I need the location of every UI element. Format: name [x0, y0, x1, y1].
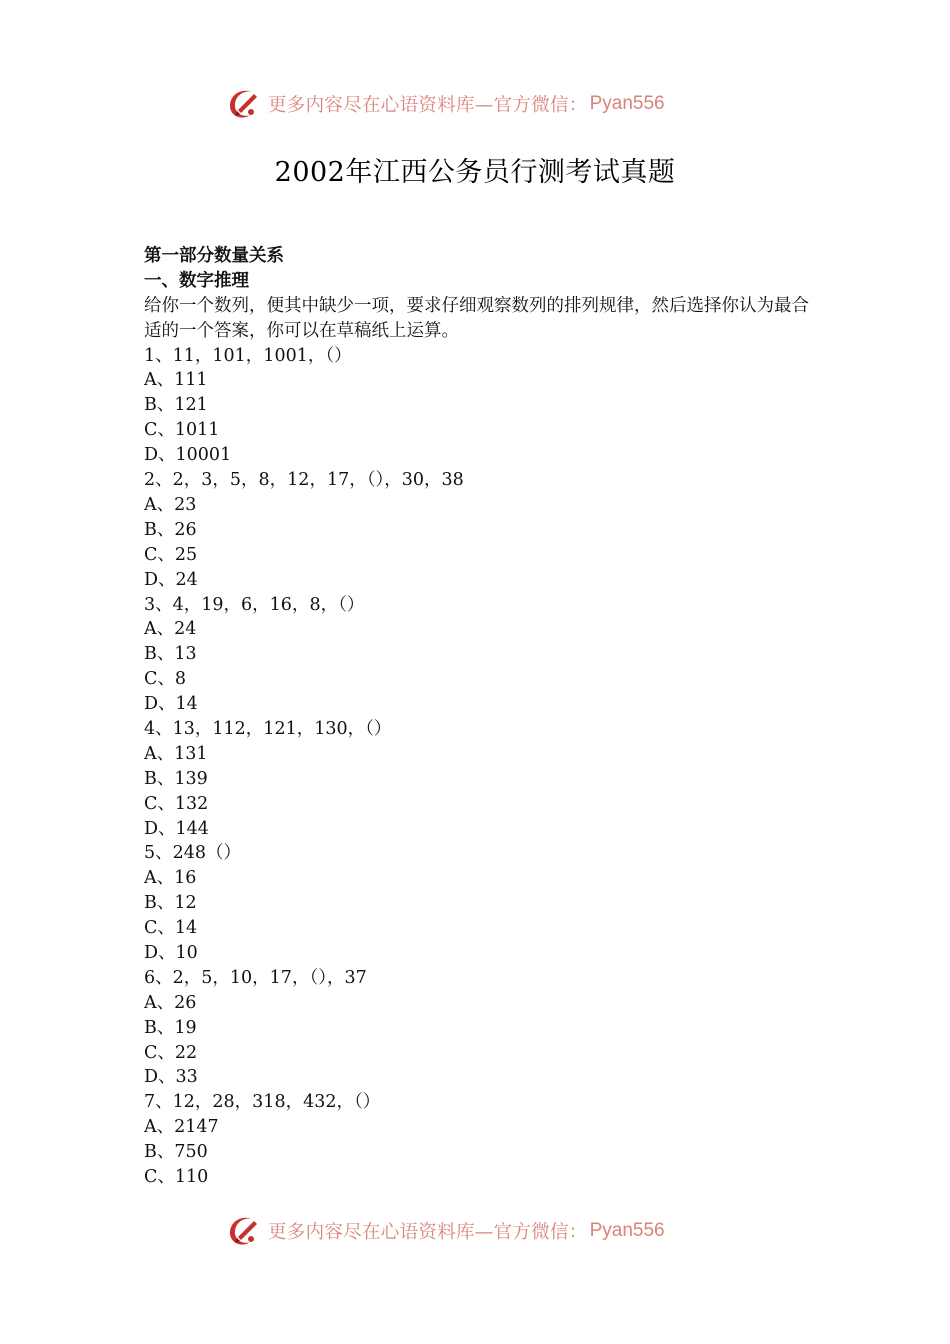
option-d: D、10001 — [144, 445, 232, 466]
question-stem: 2、2，3，5，8，12，17，（），30，38 — [144, 470, 464, 491]
option-b: B、26 — [144, 519, 197, 540]
sub-heading: 一、数字推理 — [144, 270, 249, 291]
option-b: B、750 — [144, 1142, 208, 1163]
option-c: C、132 — [144, 793, 209, 814]
question-stem: 3、4，19，6，16，8，（） — [144, 594, 365, 615]
option-b: B、12 — [144, 893, 197, 914]
option-c: C、1011 — [144, 420, 220, 441]
question-4 — [144, 717, 809, 841]
banner-text: 更多内容尽在心语资料库—官方微信： — [268, 95, 588, 116]
option-a: A、2147 — [144, 1117, 219, 1138]
option-c: C、25 — [144, 544, 198, 565]
option-c: C、110 — [144, 1166, 209, 1187]
option-a: A、26 — [144, 992, 197, 1013]
banner-text: 更多内容尽在心语资料库—官方微信： — [268, 1222, 588, 1243]
question-3 — [144, 593, 809, 717]
question-1 — [144, 344, 809, 468]
option-a: A、23 — [144, 494, 197, 515]
question-stem: 5、248（） — [144, 843, 242, 864]
question-stem: 4、13，112，121，130，（） — [144, 718, 392, 739]
option-b: B、121 — [144, 395, 208, 416]
option-b: B、19 — [144, 1017, 197, 1038]
option-c: C、14 — [144, 918, 198, 939]
option-a: A、16 — [144, 868, 197, 889]
option-d: D、14 — [144, 694, 198, 715]
question-stem: 6、2，5，10，17，（），37 — [144, 967, 367, 988]
question-6 — [144, 966, 809, 1090]
part-heading: 第一部分数量关系 — [144, 246, 284, 266]
page-title: 2002年江西公务员行测考试真题 — [274, 157, 676, 188]
option-a: A、131 — [144, 743, 208, 764]
option-b: B、13 — [144, 644, 197, 665]
option-c: C、8 — [144, 669, 187, 690]
question-stem: 7、12，28，318，432，（） — [144, 1092, 381, 1113]
option-d: D、33 — [144, 1067, 198, 1088]
question-7 — [144, 1090, 809, 1190]
wechat-id: Pyan556 — [589, 1220, 665, 1241]
option-b: B、139 — [144, 768, 208, 789]
wechat-id: Pyan556 — [589, 93, 665, 114]
question-stem: 1、11，101，1001，（） — [144, 345, 352, 366]
option-c: C、22 — [144, 1042, 198, 1063]
document-body — [144, 244, 809, 1190]
pen-logo-icon — [224, 1211, 264, 1251]
instructions-paragraph: 给你一个数列，便其中缺少一项，要求仔细观察数列的排列规律，然后选择你认为最合适的一个答案，你可以在草稿纸上运算。 — [144, 295, 809, 341]
header-banner — [224, 84, 724, 124]
option-d: D、10 — [144, 942, 198, 963]
option-a: A、111 — [144, 370, 208, 391]
pen-logo-icon — [224, 84, 264, 124]
option-d: D、24 — [144, 569, 198, 590]
option-d: D、144 — [144, 818, 209, 839]
footer-banner — [224, 1211, 724, 1251]
question-2 — [144, 468, 809, 592]
question-5 — [144, 841, 809, 965]
option-a: A、24 — [144, 619, 197, 640]
